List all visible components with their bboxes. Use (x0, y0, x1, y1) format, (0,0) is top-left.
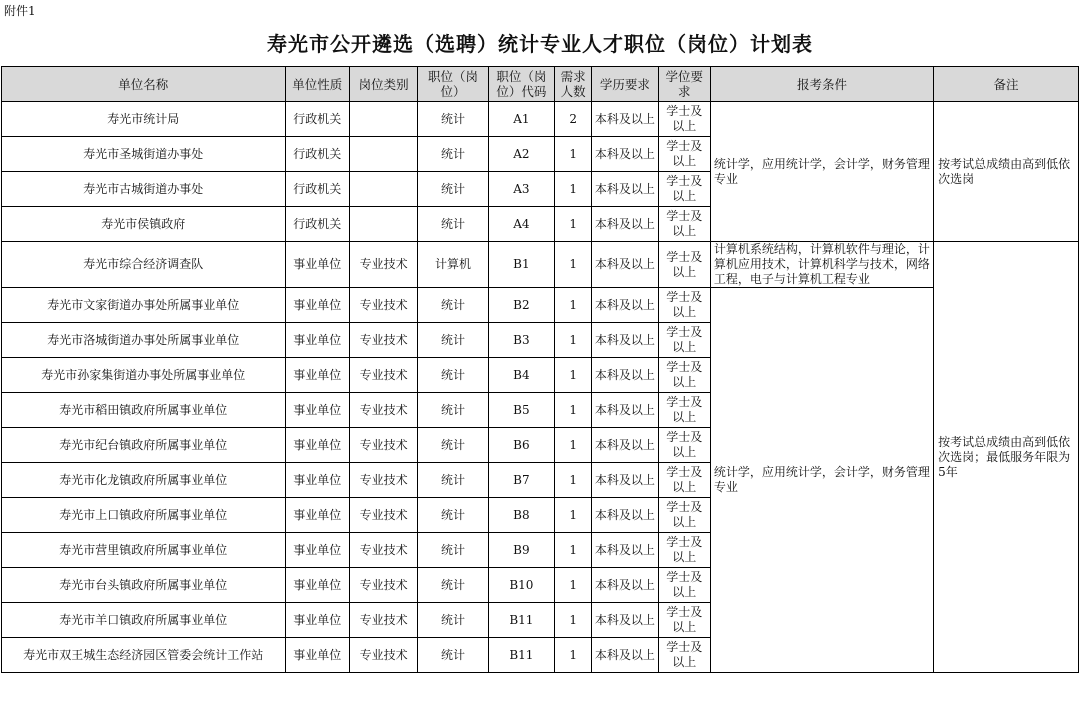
cell-category (349, 137, 417, 172)
cell-education: 本科及以上 (592, 242, 658, 288)
cell-post: 统计 (418, 603, 488, 638)
cell-unit: 寿光市侯镇政府 (2, 207, 286, 242)
cell-code: B1 (488, 242, 554, 288)
cell-degree: 学士及以上 (658, 172, 710, 207)
cell-unit: 寿光市圣城街道办事处 (2, 137, 286, 172)
cell-unit: 寿光市洛城街道办事处所属事业单位 (2, 323, 286, 358)
cell-code: A2 (488, 137, 554, 172)
cell-nature: 行政机关 (285, 137, 349, 172)
header-post-code: 职位（岗位）代码 (488, 67, 554, 102)
header-remarks: 备注 (934, 67, 1079, 102)
cell-category: 专业技术 (349, 498, 417, 533)
cell-count: 2 (555, 102, 592, 137)
cell-education: 本科及以上 (592, 358, 658, 393)
cell-degree: 学士及以上 (658, 323, 710, 358)
cell-degree: 学士及以上 (658, 428, 710, 463)
cell-count: 1 (555, 172, 592, 207)
plan-table (1, 66, 1079, 673)
cell-post: 统计 (418, 288, 488, 323)
cell-count: 1 (555, 533, 592, 568)
header-post: 职位（岗位） (418, 67, 488, 102)
cell-requirements-group-b: 统计学，应用统计学，会计学，财务管理专业 (710, 288, 933, 673)
cell-unit: 寿光市羊口镇政府所属事业单位 (2, 603, 286, 638)
cell-category (349, 172, 417, 207)
attachment-label: 附件1 (4, 4, 36, 18)
header-post-category: 岗位类别 (349, 67, 417, 102)
cell-category: 专业技术 (349, 242, 417, 288)
cell-degree: 学士及以上 (658, 393, 710, 428)
cell-post: 统计 (418, 393, 488, 428)
cell-nature: 事业单位 (285, 463, 349, 498)
cell-code: A3 (488, 172, 554, 207)
table-row (2, 288, 1079, 323)
header-unit-nature: 单位性质 (285, 67, 349, 102)
header-degree: 学位要求 (658, 67, 710, 102)
cell-nature: 事业单位 (285, 568, 349, 603)
cell-degree: 学士及以上 (658, 358, 710, 393)
cell-count: 1 (555, 137, 592, 172)
cell-degree: 学士及以上 (658, 603, 710, 638)
cell-count: 1 (555, 463, 592, 498)
cell-unit: 寿光市文家街道办事处所属事业单位 (2, 288, 286, 323)
cell-nature: 事业单位 (285, 288, 349, 323)
cell-education: 本科及以上 (592, 463, 658, 498)
cell-nature: 事业单位 (285, 358, 349, 393)
cell-category (349, 102, 417, 137)
cell-education: 本科及以上 (592, 288, 658, 323)
cell-category: 专业技术 (349, 463, 417, 498)
cell-education: 本科及以上 (592, 137, 658, 172)
cell-degree: 学士及以上 (658, 288, 710, 323)
cell-code: B5 (488, 393, 554, 428)
cell-post: 统计 (418, 172, 488, 207)
cell-category: 专业技术 (349, 533, 417, 568)
cell-category: 专业技术 (349, 603, 417, 638)
cell-nature: 行政机关 (285, 102, 349, 137)
cell-nature: 事业单位 (285, 323, 349, 358)
cell-category: 专业技术 (349, 428, 417, 463)
header-count: 需求人数 (555, 67, 592, 102)
cell-category: 专业技术 (349, 638, 417, 673)
cell-education: 本科及以上 (592, 172, 658, 207)
header-row (2, 67, 1079, 102)
cell-post: 统计 (418, 358, 488, 393)
cell-nature: 事业单位 (285, 428, 349, 463)
cell-degree: 学士及以上 (658, 463, 710, 498)
cell-count: 1 (555, 498, 592, 533)
cell-degree: 学士及以上 (658, 498, 710, 533)
cell-education: 本科及以上 (592, 498, 658, 533)
cell-post: 统计 (418, 323, 488, 358)
cell-unit: 寿光市上口镇政府所属事业单位 (2, 498, 286, 533)
cell-code: B11 (488, 638, 554, 673)
cell-code: B10 (488, 568, 554, 603)
cell-unit: 寿光市孙家集街道办事处所属事业单位 (2, 358, 286, 393)
cell-nature: 事业单位 (285, 603, 349, 638)
cell-education: 本科及以上 (592, 603, 658, 638)
cell-education: 本科及以上 (592, 428, 658, 463)
cell-education: 本科及以上 (592, 393, 658, 428)
cell-degree: 学士及以上 (658, 207, 710, 242)
cell-code: B11 (488, 603, 554, 638)
cell-degree: 学士及以上 (658, 137, 710, 172)
cell-count: 1 (555, 323, 592, 358)
cell-count: 1 (555, 393, 592, 428)
page-title: 寿光市公开遴选（选聘）统计专业人才职位（岗位）计划表 (267, 32, 813, 56)
cell-post: 统计 (418, 207, 488, 242)
cell-degree: 学士及以上 (658, 638, 710, 673)
cell-education: 本科及以上 (592, 102, 658, 137)
cell-education: 本科及以上 (592, 207, 658, 242)
cell-code: B3 (488, 323, 554, 358)
cell-code: B2 (488, 288, 554, 323)
cell-post: 统计 (418, 498, 488, 533)
cell-count: 1 (555, 242, 592, 288)
cell-unit: 寿光市营里镇政府所属事业单位 (2, 533, 286, 568)
cell-count: 1 (555, 568, 592, 603)
cell-post: 统计 (418, 137, 488, 172)
cell-post: 统计 (418, 463, 488, 498)
cell-code: B8 (488, 498, 554, 533)
cell-nature: 行政机关 (285, 207, 349, 242)
cell-post: 统计 (418, 428, 488, 463)
cell-category: 专业技术 (349, 288, 417, 323)
cell-education: 本科及以上 (592, 638, 658, 673)
cell-count: 1 (555, 638, 592, 673)
table-row (2, 102, 1079, 137)
cell-unit: 寿光市古城街道办事处 (2, 172, 286, 207)
cell-unit: 寿光市稻田镇政府所属事业单位 (2, 393, 286, 428)
cell-unit: 寿光市统计局 (2, 102, 286, 137)
cell-post: 统计 (418, 533, 488, 568)
cell-nature: 事业单位 (285, 393, 349, 428)
cell-nature: 事业单位 (285, 498, 349, 533)
cell-code: B4 (488, 358, 554, 393)
cell-code: A4 (488, 207, 554, 242)
header-unit-name: 单位名称 (2, 67, 286, 102)
cell-remarks-group-a: 按考试总成绩由高到低依次选岗 (934, 102, 1079, 242)
cell-nature: 行政机关 (285, 172, 349, 207)
cell-count: 1 (555, 358, 592, 393)
cell-requirements-group-a: 统计学，应用统计学，会计学，财务管理专业 (710, 102, 933, 242)
cell-nature: 事业单位 (285, 638, 349, 673)
cell-education: 本科及以上 (592, 323, 658, 358)
cell-degree: 学士及以上 (658, 102, 710, 137)
cell-unit: 寿光市台头镇政府所属事业单位 (2, 568, 286, 603)
cell-count: 1 (555, 207, 592, 242)
cell-degree: 学士及以上 (658, 568, 710, 603)
cell-code: B6 (488, 428, 554, 463)
cell-code: B9 (488, 533, 554, 568)
cell-count: 1 (555, 603, 592, 638)
table-row (2, 242, 1079, 288)
cell-degree: 学士及以上 (658, 242, 710, 288)
cell-category: 专业技术 (349, 393, 417, 428)
cell-post: 统计 (418, 638, 488, 673)
cell-degree: 学士及以上 (658, 533, 710, 568)
cell-code: B7 (488, 463, 554, 498)
cell-unit: 寿光市双王城生态经济园区管委会统计工作站 (2, 638, 286, 673)
cell-category: 专业技术 (349, 323, 417, 358)
cell-category: 专业技术 (349, 568, 417, 603)
cell-unit: 寿光市综合经济调查队 (2, 242, 286, 288)
cell-post: 计算机 (418, 242, 488, 288)
cell-code: A1 (488, 102, 554, 137)
cell-nature: 事业单位 (285, 533, 349, 568)
cell-post: 统计 (418, 568, 488, 603)
cell-requirements-b1: 计算机系统结构，计算机软件与理论，计算机应用技术，计算机科学与技术，网络工程，电子与计算机工程专业 (710, 242, 933, 288)
cell-education: 本科及以上 (592, 568, 658, 603)
cell-unit: 寿光市化龙镇政府所属事业单位 (2, 463, 286, 498)
cell-nature: 事业单位 (285, 242, 349, 288)
cell-count: 1 (555, 428, 592, 463)
cell-education: 本科及以上 (592, 533, 658, 568)
header-requirements: 报考条件 (710, 67, 933, 102)
cell-category: 专业技术 (349, 358, 417, 393)
cell-remarks-group-b: 按考试总成绩由高到低依次选岗；最低服务年限为5年 (934, 242, 1079, 673)
cell-category (349, 207, 417, 242)
cell-post: 统计 (418, 102, 488, 137)
header-education: 学历要求 (592, 67, 658, 102)
cell-unit: 寿光市纪台镇政府所属事业单位 (2, 428, 286, 463)
cell-count: 1 (555, 288, 592, 323)
